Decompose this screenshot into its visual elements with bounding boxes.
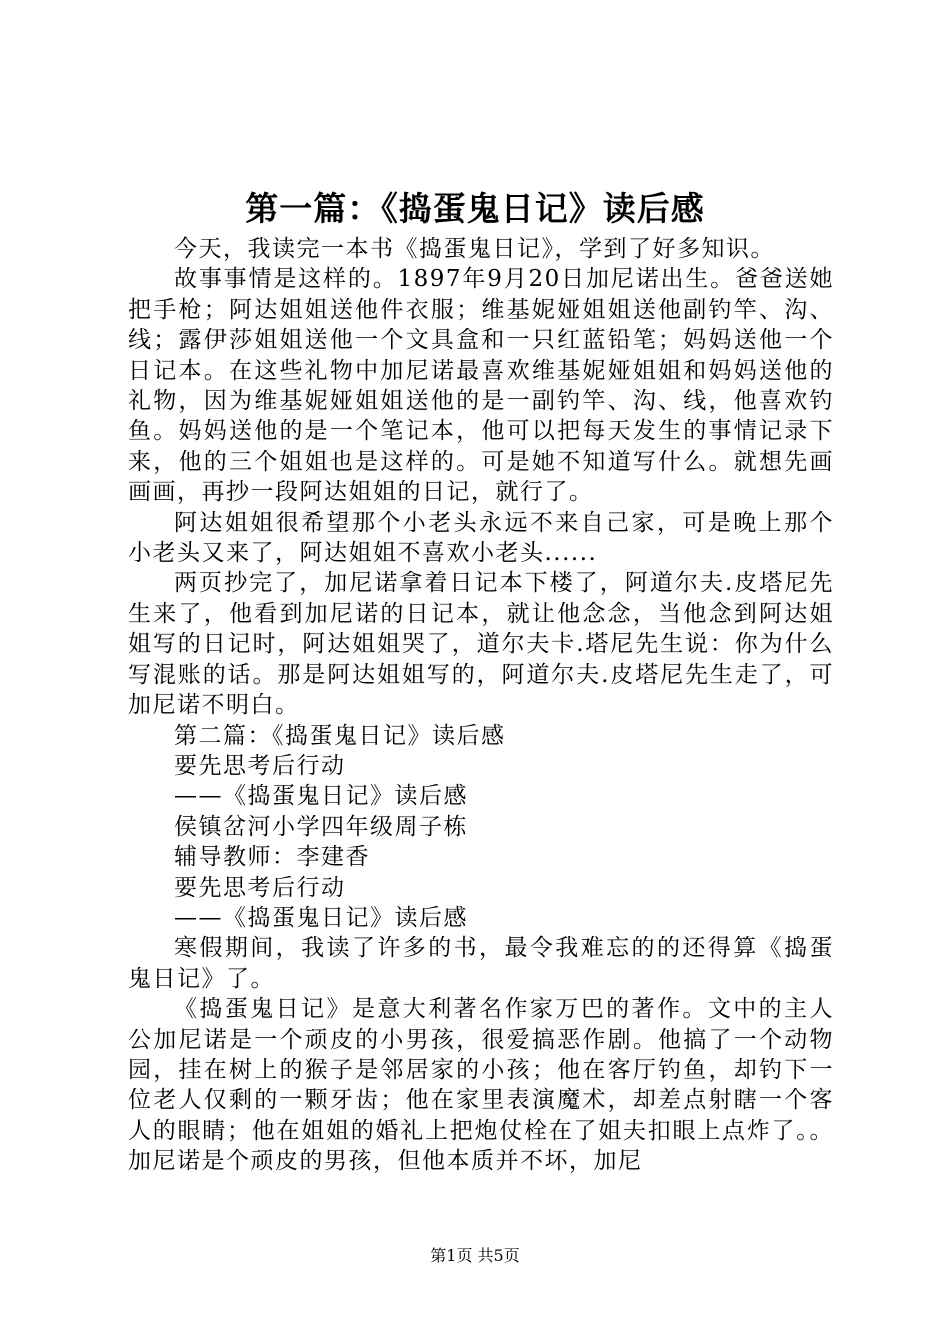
paragraph: 故事事情是这样的。1897年9月20日加尼诺出生。爸爸送她把手枪；阿达姐姐送他件衣服；维基妮娅姐姐送他副钓竿、沟、线；露伊莎姐姐送他一个文具盒和一只红蓝铅笔；妈妈送他一个日记本。在这些礼物中加尼诺最喜欢维基妮娅姐姐和妈妈送他的礼物，因为维基妮娅姐姐送他的是一副钓竿、沟、线，他喜欢钓鱼。妈妈送他的是一个笔记本，他可以把每天发生的事情记录下来，他的三个姐姐也是这样的。可是她不知道写什么。就想先画画画，再抄一段阿达姐姐的日记，就行了。 [128,266,834,506]
subtitle-line: ——《捣蛋鬼日记》读后感 [174,783,468,810]
section-heading: 第二篇：《捣蛋鬼日记》读后感 [174,722,506,749]
paragraph: 《捣蛋鬼日记》是意大利著名作家万巴的著作。文中的主人公加尼诺是一个顽皮的小男孩，很爱搞恶作剧。他搞了一个动物园，挂在树上的猴子是邻居家的小孩；他在客厅钓鱼，却钓下一位老人仅剩的一颗牙齿；他在家里表演魔术，却差点射瞎一个客人的眼睛；他在姐姐的婚礼上把炮仗栓在了姐夫扣眼上点炸了。。加尼诺是个顽皮的男孩，但他本质并不坏，加尼 [128,996,834,1175]
paragraph: 两页抄完了，加尼诺拿着日记本下楼了，阿道尔夫.皮塔尼先生来了，他看到加尼诺的日记本，就让他念念，当他念到阿达姐姐写的日记时，阿达姐姐哭了，道尔夫卡.塔尼先生说：你为什么写混账的话。那是阿达姐姐写的，阿道尔夫.皮塔尼先生走了，可加尼诺不明白。 [128,570,834,719]
page-footer: 第1页 共5页 [430,1246,520,1265]
paragraph: 寒假期间，我读了许多的书，最令我难忘的的还得算《捣蛋鬼日记》了。 [128,935,834,992]
subtitle-line: ——《捣蛋鬼日记》读后感 [174,904,468,931]
subtitle-line: 要先思考后行动 [174,874,346,901]
teacher-line: 辅导教师：李建香 [174,844,370,871]
subtitle-line: 要先思考后行动 [174,752,346,779]
author-line: 侯镇岔河小学四年级周子栋 [174,813,468,840]
paragraph: 今天，我读完一本书《捣蛋鬼日记》，学到了好多知识。 [174,236,775,262]
document-body [128,234,834,1177]
document-title: 第一篇：《捣蛋鬼日记》读后感 [245,189,705,228]
paragraph: 阿达姐姐很希望那个小老头永远不来自己家，可是晚上那个小老头又来了，阿达姐姐不喜欢小老头...... [128,509,834,567]
